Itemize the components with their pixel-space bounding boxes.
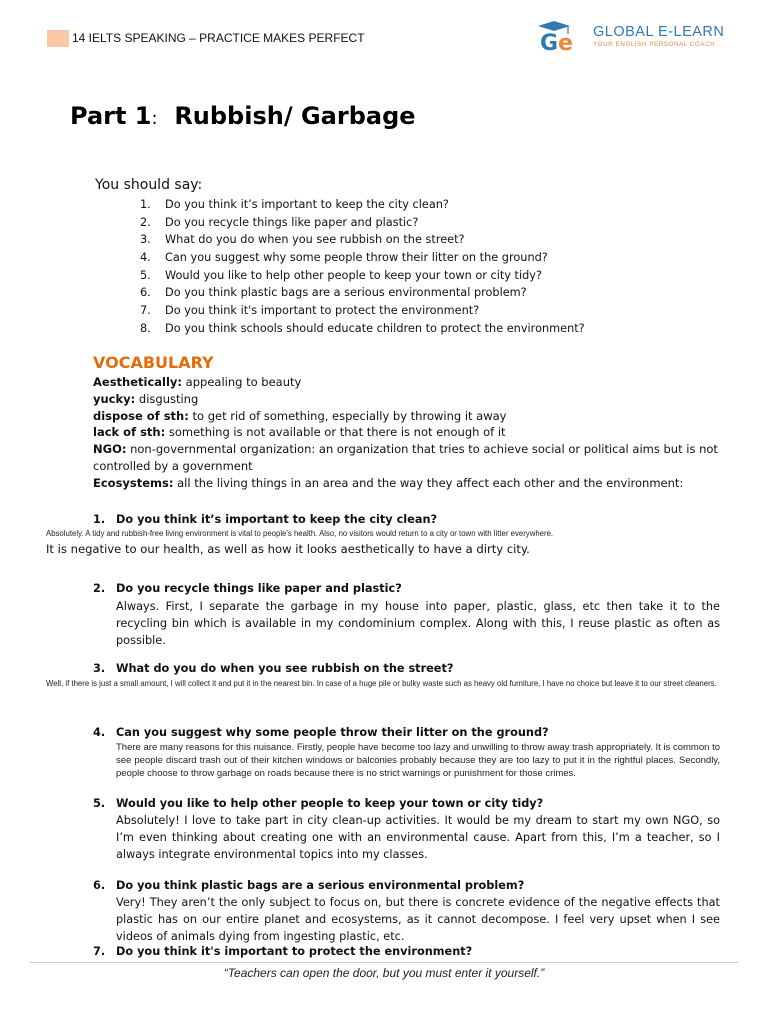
question-number: 8. (140, 321, 151, 335)
title-part: Part 1 (70, 102, 152, 130)
question-item (140, 284, 585, 302)
logo-text: GLOBAL E-LEARN (593, 24, 725, 40)
question-text: Do you recycle things like paper and plastic? (165, 215, 419, 229)
title-topic: Rubbish/ Garbage (174, 102, 416, 130)
header-title: 14 IELTS SPEAKING – PRACTICE MAKES PERFECT (72, 31, 365, 45)
footer-divider (30, 962, 738, 963)
vocab-entry (93, 475, 733, 492)
vocabulary-heading: VOCABULARY (93, 353, 214, 372)
answer-question-number: 3. (93, 662, 106, 675)
vocabulary-list (93, 374, 733, 492)
question-text: Do you think it's important to protect the environment? (165, 304, 480, 318)
question-number: 1. (140, 198, 151, 211)
answer-question-number: 1. (93, 513, 106, 526)
footer-quote: “Teachers can open the door, but you must enter it yourself.” (223, 966, 545, 980)
vocab-definition: something is not available or that there is not enough of it (165, 425, 506, 440)
question-number: 5. (140, 268, 151, 282)
answer-question-text: Do you recycle things like paper and plastic? (116, 582, 402, 595)
answer-question-heading (93, 726, 549, 739)
answer-question-number: 6. (93, 879, 106, 892)
page-title (70, 102, 416, 130)
vocab-entry (93, 391, 733, 408)
vocab-definition: non-governmental organization: an organization that tries to achieve social or political aims but is not controlled by a government (93, 442, 718, 473)
question-item (140, 320, 585, 338)
question-item (140, 196, 585, 214)
should-say-heading: You should say: (95, 177, 203, 193)
answer-text: Absolutely! I love to take part in city clean-up activities. It would be my dream to start my own NGO, so I’m even thinking about creating one with an environmental cause. Apart from this, I’m a teacher, so I always integrate environmental topics into my classes. (116, 814, 720, 861)
vocab-term: yucky: (93, 391, 136, 406)
vocab-definition: disgusting (135, 391, 199, 406)
vocab-definition: to get rid of something, especially by throwing it away (188, 408, 507, 423)
vocab-entry (93, 441, 733, 475)
question-text: What do you do when you see rubbish on the street? (165, 233, 465, 247)
title-spacer (158, 102, 175, 130)
answer-text: Always. First, I separate the garbage in my house into paper, plastic, glass, etc then take it to the recycling bin which is available in my condominium complex. Along with this, I reuse plastic as often as possible. (116, 600, 720, 647)
question-text: Do you think schools should educate children to protect the environment? (165, 321, 585, 335)
graduation-cap-icon (538, 21, 570, 31)
vocab-entry (93, 408, 733, 425)
question-text: Do you think it’s important to keep the city clean? (165, 198, 449, 211)
vocab-term: NGO: (93, 442, 127, 457)
vocab-term: lack of sth: (93, 425, 166, 440)
logo-subtitle: YOUR ENGLISH PERSONAL COACH (593, 41, 716, 48)
answer-question-text: Can you suggest why some people throw their litter on the ground? (116, 726, 549, 739)
answer-question-heading (93, 797, 543, 810)
svg-text:G: G (540, 31, 559, 54)
vocab-definition: appealing to beauty (182, 375, 302, 389)
question-number: 6. (140, 286, 151, 300)
question-item (140, 231, 585, 249)
vocab-entry (93, 374, 733, 391)
answer-question-number: 5. (93, 797, 106, 810)
answer-question-heading (93, 513, 437, 526)
question-text: Can you suggest why some people throw their litter on the ground? (165, 251, 548, 265)
answer-question-number: 4. (93, 726, 106, 739)
question-list (140, 196, 585, 338)
question-item (140, 214, 585, 232)
question-number: 3. (140, 233, 151, 247)
answer-question-heading (93, 662, 453, 675)
answer-question-text: Would you like to help other people to keep your town or city tidy? (116, 797, 544, 810)
answer-text: There are many reasons for this nuisance. Firstly, people have become too lazy and unwilling to throw away trash appropriately. It is common to see people discard trash out of their kitchen windows or balconies probably because they are too lazy to put it in the rightful places. Secondly, people choose to throw garbage on roads because there is no strict warnings or punishment for those crimes. (116, 742, 720, 779)
answer-question-heading (93, 945, 472, 958)
header-accent-bar (47, 30, 69, 47)
question-text: Do you think plastic bags are a serious environmental problem? (165, 286, 527, 300)
answer-text-small: Well, if there is just a small amount, I will collect it and put it in the nearest bin. In case of a huge pile or bulky waste such as heavy old furniture, I have no choice but leave it to our street cleaners. (46, 679, 717, 688)
answer-question-heading (93, 582, 402, 595)
answer-question-text: Do you think plastic bags are a serious environmental problem? (116, 879, 525, 892)
answer-question-text: Do you think it's important to protect the environment? (116, 945, 473, 958)
vocab-term: Ecosystems: (93, 475, 174, 490)
question-number: 2. (140, 215, 151, 229)
vocab-entry (93, 424, 733, 441)
answer-question-text: Do you think it’s important to keep the city clean? (116, 513, 438, 526)
answer-question-text: What do you do when you see rubbish on the street? (116, 662, 454, 675)
title-colon: : (151, 108, 158, 129)
vocab-term: Aesthetically: (93, 375, 183, 389)
answer-text: It is negative to our health, as well as how it looks aesthetically to have a dirty city. (46, 542, 530, 556)
vocab-definition: all the living things in an area and the way they affect each other and the environment: (173, 475, 684, 490)
question-item (140, 249, 585, 267)
svg-text:e: e (558, 31, 573, 54)
answer-question-number: 2. (93, 582, 106, 595)
question-text: Would you like to help other people to keep your town or city tidy? (165, 268, 542, 282)
answer-question-heading (93, 879, 524, 892)
answer-question-number: 7. (93, 945, 106, 958)
question-number: 7. (140, 304, 151, 318)
question-item (140, 302, 585, 320)
answer-text: Very! They aren’t the only subject to focus on, but there is concrete evidence of the negative effects that plastic has on our entire planet and ecosystems, as it cannot decompose. I feel very upset when I see videos of animals dying from ingesting plastic, etc. (116, 896, 720, 943)
question-item (140, 267, 585, 285)
question-number: 4. (140, 251, 151, 265)
answer-text-small: Absolutely. A tidy and rubbish-free living environment is vital to people's health. Also, no visitors would return to a city or town with litter everywhere. (46, 529, 554, 538)
vocab-term: dispose of sth: (93, 408, 189, 423)
